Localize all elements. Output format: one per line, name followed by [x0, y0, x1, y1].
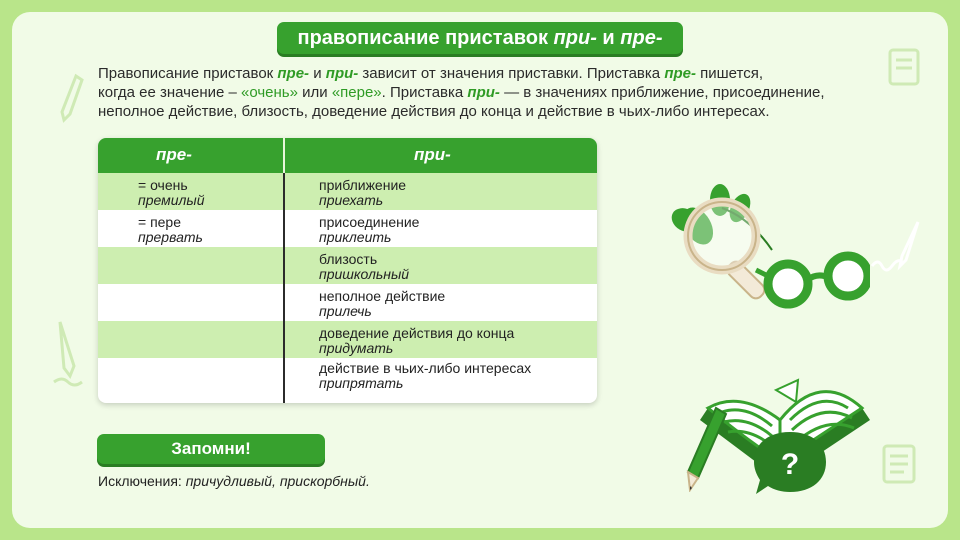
header-divider	[283, 138, 285, 173]
pen-doodle-icon	[50, 318, 86, 388]
intro-text: Правописание приставок	[98, 65, 278, 82]
checklist-doodle-icon	[878, 440, 926, 490]
intro-paragraph	[98, 64, 898, 121]
exceptions-label: Исключения:	[98, 473, 186, 489]
pri-example: придумать	[319, 340, 394, 356]
pri-cell	[319, 361, 531, 391]
remember-button[interactable]: Запомни!	[97, 434, 325, 464]
title-pri: при-	[553, 27, 597, 49]
pri-example: прилечь	[319, 303, 372, 319]
pri-example: пришкольный	[319, 266, 410, 282]
pre-cell	[138, 215, 203, 245]
header-pri: при-	[414, 145, 451, 164]
intro-highlight: при-	[325, 65, 359, 82]
intro-text: или	[297, 84, 332, 101]
pre-example: премилый	[138, 192, 205, 208]
header-pre: пре-	[156, 145, 192, 164]
pri-meaning: приближение	[319, 177, 407, 193]
pri-example: припрятать	[319, 375, 404, 391]
intro-quote: «пере»	[331, 84, 382, 101]
magnifier-glasses-icon	[660, 178, 870, 318]
prefix-table	[98, 138, 597, 403]
pri-meaning: действие в чьих-либо интересах	[319, 360, 532, 376]
pri-example: приклеить	[319, 229, 392, 245]
pri-meaning: близость	[319, 251, 378, 267]
pen-squiggle-doodle-icon	[870, 216, 930, 276]
exceptions-text	[98, 473, 370, 489]
intro-text: неполное действие, близость, доведение действия до конца и действие в чьих-либо интересах.	[98, 103, 770, 120]
intro-text: зависит от значения приставки. Приставка	[358, 65, 665, 82]
pre-example: прервать	[138, 229, 203, 245]
pri-meaning: доведение действия до конца	[319, 325, 515, 341]
intro-text: . Приставка	[381, 84, 468, 101]
column-divider	[283, 138, 285, 403]
title-pre: пре-	[620, 27, 663, 49]
intro-quote: «очень»	[241, 84, 298, 101]
pencil-icon	[680, 402, 730, 492]
pri-meaning: неполное действие	[319, 288, 446, 304]
pri-cell	[319, 215, 419, 245]
title-prefix: правописание приставок	[297, 27, 554, 49]
pri-example: приехать	[319, 192, 384, 208]
page-title	[277, 22, 683, 54]
pri-cell	[319, 178, 406, 208]
title-and: и	[596, 27, 621, 49]
intro-text: когда ее значение –	[98, 84, 241, 101]
pre-meaning: = очень	[138, 177, 188, 193]
question-bubble-icon	[750, 426, 830, 498]
intro-text: — в значениях приближение, присоединение,	[499, 84, 825, 101]
pri-cell	[319, 252, 409, 282]
intro-highlight: пре-	[664, 65, 696, 82]
intro-text: и	[309, 65, 326, 82]
svg-text:?: ?	[780, 448, 800, 481]
intro-highlight: при-	[467, 84, 500, 101]
pri-meaning: присоединение	[319, 214, 420, 230]
pencil-doodle-icon	[52, 72, 86, 124]
intro-text: пишется,	[695, 65, 764, 82]
pri-cell	[319, 326, 514, 356]
exceptions-words: причудливый, прискорбный.	[185, 473, 370, 489]
pri-cell	[319, 289, 445, 319]
intro-highlight: пре-	[277, 65, 310, 82]
pre-cell	[138, 178, 205, 208]
pre-meaning: = пере	[138, 214, 182, 230]
